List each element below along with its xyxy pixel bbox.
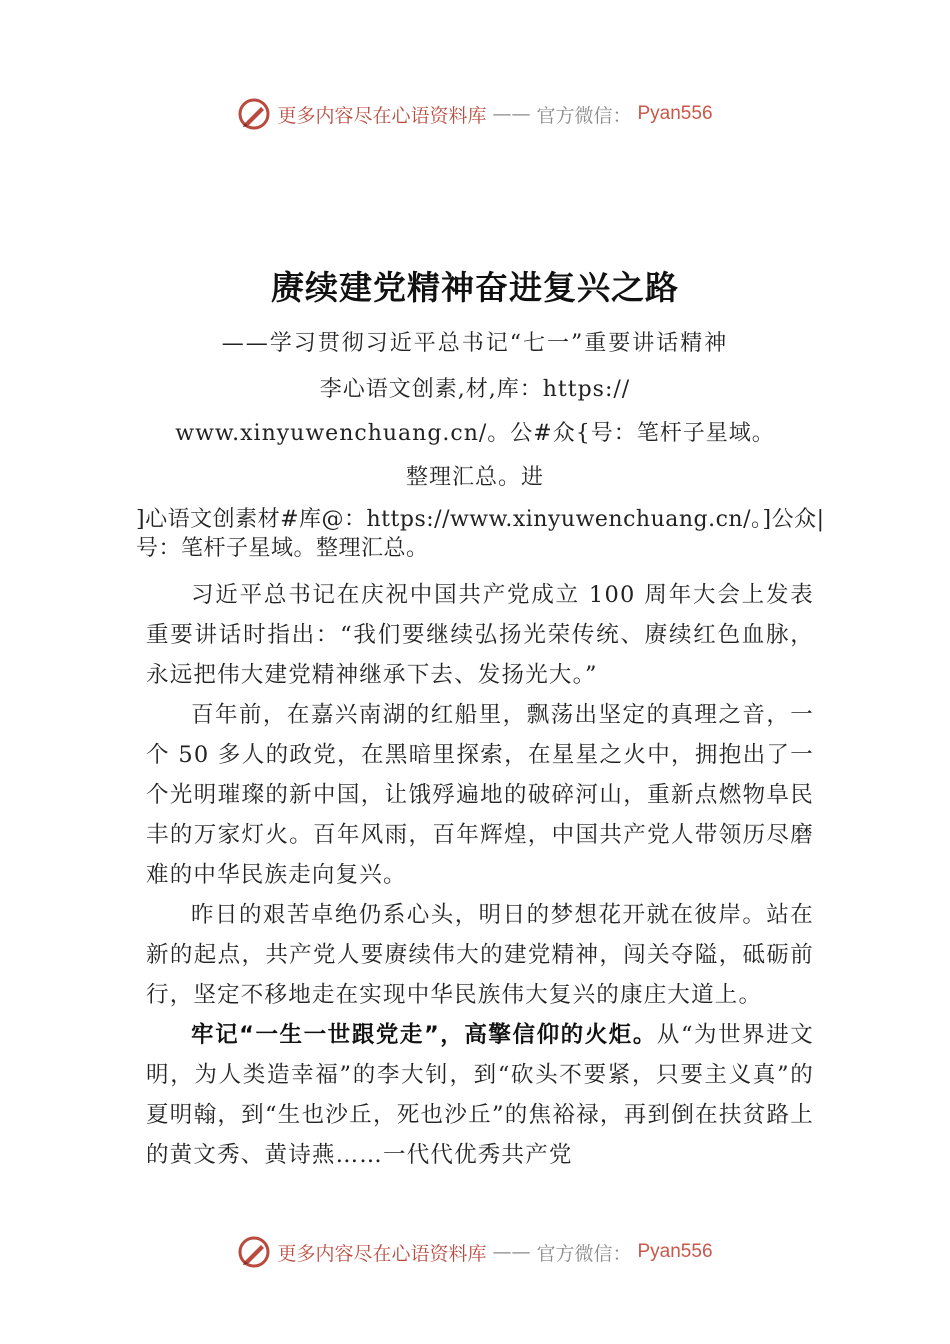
paragraph: 习近平总书记在庆祝中国共产党成立 100 周年大会上发表重要讲话时指出：“我们要继续弘扬光荣传统、赓续红色血脉，永远把伟大建党精神继承下去、发扬光大。” [146, 582, 814, 688]
banner-wechat-label: 官方微信： [536, 1242, 632, 1265]
document-title: 赓续建党精神奋进复兴之路 [271, 268, 679, 307]
lead-text: 从“为世界进文明，为人类造幸福”的李大钊，到“砍头不要紧，只要主义真”的夏明翰，到“生也沙丘，死也沙丘”的焦裕禄，再到倒在扶贫路上的黄文秀、黄诗燕……一代代优秀共产党 [146, 1022, 815, 1168]
banner-text: 更多内容尽在心语资料库 [277, 1242, 487, 1265]
document-subtitle: ——学习贯彻习近平总书记“七一”重要讲话精神 [221, 331, 729, 356]
banner-content [237, 97, 712, 131]
pen-seal-icon [237, 97, 271, 131]
lead-paragraph [146, 1015, 814, 1175]
paragraph: 百年前，在嘉兴南湖的红船里，飘荡出坚定的真理之音，一个 50 多人的政党，在黑暗里探索，在星星之火中，拥抱出了一个光明璀璨的新中国，让饿殍遍地的破碎河山，重新点燃物阜民丰的万家灯火。百年风雨，百年辉煌，中国共产党人带领历尽磨难的中华民族走向复兴。 [146, 702, 814, 888]
banner-content [237, 1235, 712, 1269]
source-line-3: 整理汇总。进 [405, 465, 544, 490]
banner-wechat-label: 官方微信： [536, 104, 632, 127]
banner-text: 更多内容尽在心语资料库 [277, 104, 487, 127]
header-banner [0, 94, 950, 134]
banner-wechat-id: Pyan556 [637, 1241, 713, 1262]
source-line-2: www.xinyuwenchuang.cn/。公#众{号：笔杆子星域。 [175, 421, 775, 446]
banner-dash: —— [492, 1241, 531, 1263]
pen-seal-icon [237, 1235, 271, 1269]
paragraph: 昨日的艰苦卓绝仍系心头，明日的梦想花开就在彼岸。站在新的起点，共产党人要赓续伟大的建党精神，闯关夺隘，砥砺前行，坚定不移地走在实现中华民族伟大复兴的康庄大道上。 [146, 902, 814, 1008]
article-body [146, 575, 814, 1175]
lead-heading: 牢记“一生一世跟党走”，高擎信仰的火炬。 [191, 1022, 657, 1048]
banner-dash: —— [492, 103, 531, 125]
banner-wechat-id: Pyan556 [637, 103, 713, 124]
source-line-1: 李心语文创素,材,库：https:// [319, 377, 631, 402]
footer-banner [0, 1232, 950, 1272]
source-notice: ]心语文创素材#库@：https://www.xinyuwenchuang.cn/。]公众|号：笔杆子星域。整理汇总。 [136, 507, 825, 561]
